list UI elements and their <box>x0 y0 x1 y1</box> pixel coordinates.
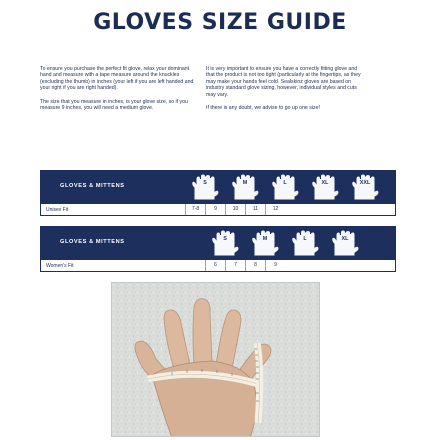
fit-row <box>40 204 396 216</box>
size-label: L <box>283 180 287 186</box>
fit-label: Women's Fit <box>46 263 74 269</box>
fit-value: 9 <box>205 204 225 215</box>
womens-size-table <box>40 226 396 272</box>
size-label: M <box>262 236 268 242</box>
size-label: S <box>203 180 207 186</box>
glove-outline-icon <box>308 173 342 201</box>
fit-label: Unisex Fit <box>46 207 69 213</box>
measuring-instructions: To ensure you purchase the perfect fit glove, relax your dominant hand and measure with a tape measure around the knuckles (excluding the thumb) in inches (your left if you are left handed and your right if you are right handed). <box>40 66 194 92</box>
fit-value: 12 <box>265 204 285 215</box>
instructions-column <box>40 66 198 118</box>
glove-outline-icon <box>268 173 302 201</box>
size-label: XXL <box>359 180 371 186</box>
size-label: XL <box>341 236 349 242</box>
glove-outline-icon <box>328 229 362 257</box>
hand-measuring-tape-icon <box>112 283 320 437</box>
size-up-advice: If there is any doubt, we advise to go up one size! <box>206 105 320 112</box>
size-label: S <box>223 236 227 242</box>
glove-outline-icon <box>288 229 322 257</box>
glove-outline-icon <box>188 173 222 201</box>
fit-value: 7 <box>225 260 245 271</box>
glove-outline-icon <box>248 229 282 257</box>
glove-icon <box>308 173 342 201</box>
size-label: XL <box>321 180 329 186</box>
table-heading: GLOVES & MITTENS <box>60 183 125 189</box>
fit-value: 10 <box>225 204 245 215</box>
glove-icon <box>348 173 382 201</box>
table-header-band <box>40 170 396 204</box>
glove-icon <box>328 229 362 257</box>
fit-row <box>40 260 396 272</box>
hand-measuring-photo <box>111 282 320 437</box>
glove-outline-icon <box>348 173 382 201</box>
glove-outline-icon <box>228 173 262 201</box>
glove-icon <box>208 229 242 257</box>
size-label: L <box>303 236 307 242</box>
size-label: M <box>242 180 248 186</box>
glove-icon <box>228 173 262 201</box>
size-example: The size that you measure in inches, is your glove size, so if you measure 9 inches, you will need a medium glove. <box>40 98 188 112</box>
table-header-band <box>40 226 396 260</box>
fit-value: 6 <box>205 260 225 271</box>
glove-icon <box>288 229 322 257</box>
fit-values <box>205 260 285 271</box>
glove-size-icons <box>188 173 388 201</box>
glove-icon <box>268 173 302 201</box>
fit-value: 11 <box>245 204 265 215</box>
fit-values <box>185 204 285 215</box>
glove-icon <box>188 173 222 201</box>
fit-value: 8 <box>245 260 265 271</box>
table-heading: GLOVES & MITTENS <box>60 239 125 245</box>
fit-advice-column <box>206 66 366 118</box>
unisex-size-table <box>40 170 396 216</box>
glove-size-icons <box>208 229 368 257</box>
fit-value: 9 <box>265 260 285 271</box>
fit-value: 7-8 <box>185 204 205 215</box>
page-title: GLOVES SIZE GUIDE <box>93 10 347 35</box>
glove-icon <box>248 229 282 257</box>
glove-outline-icon <box>208 229 242 257</box>
fit-advice: It is very important to ensure you have a correctly fitting glove and that the product is not too tight (particularly at the fingertips, as they may make your hands feel cold. Sealskinz gloves are based on industry standard glove sizing, however, individual styles and cuts may vary. <box>206 66 361 98</box>
